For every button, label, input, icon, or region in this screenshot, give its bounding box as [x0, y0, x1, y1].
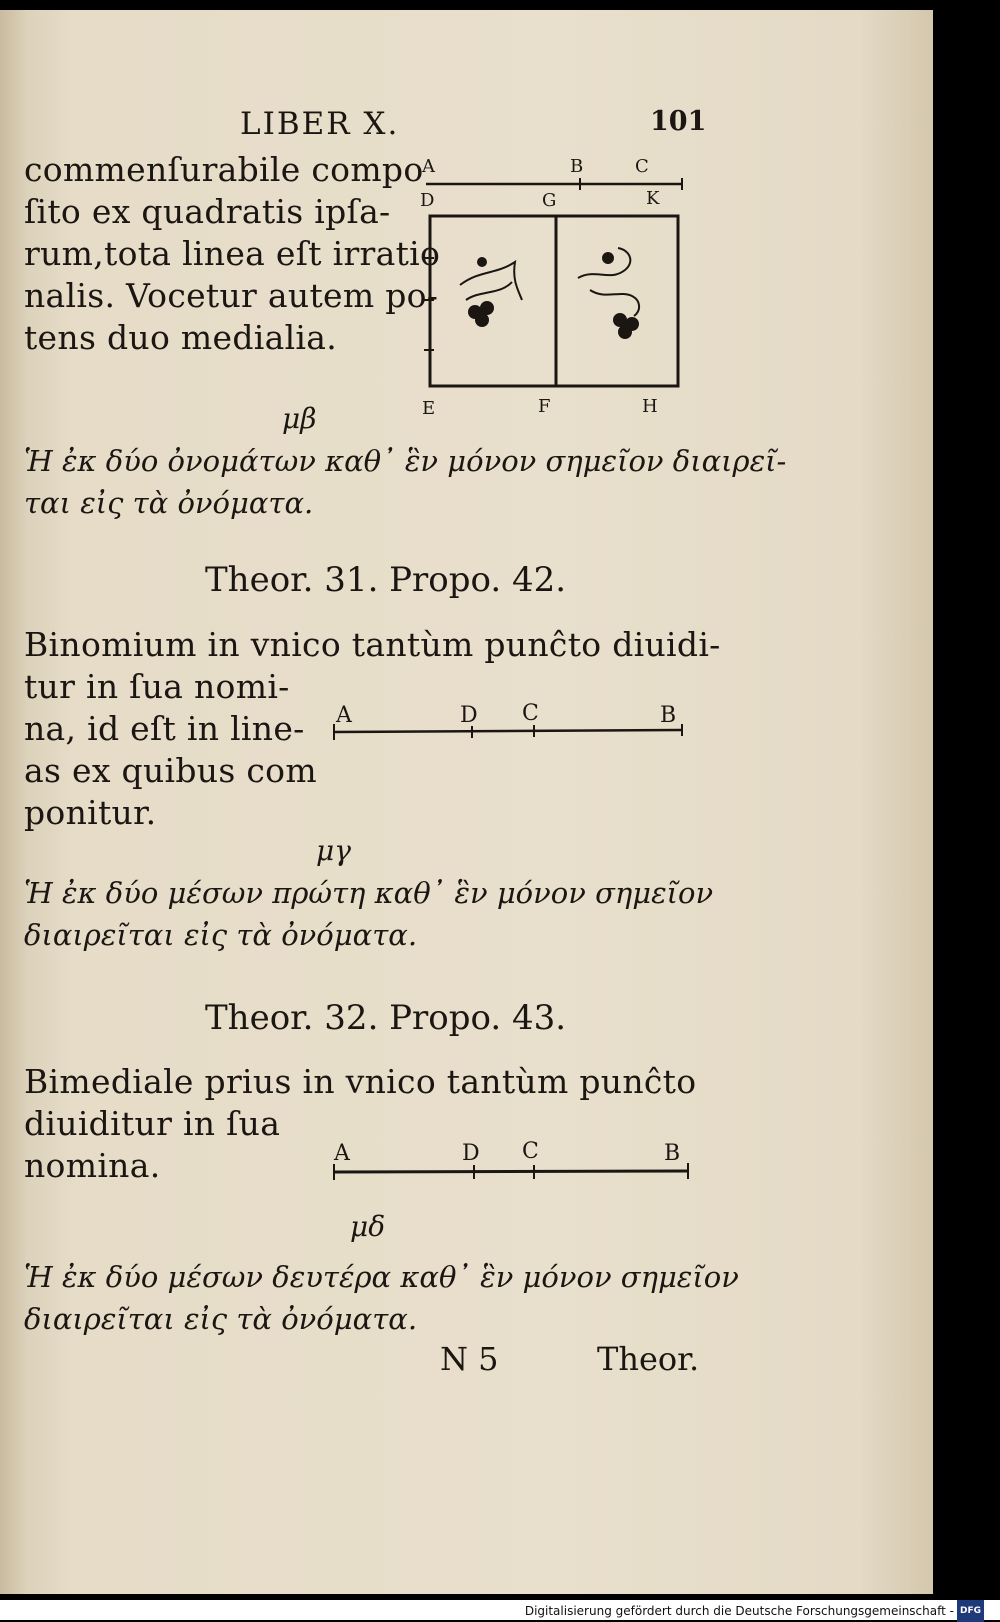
latin-line: commenſurabile compo	[24, 150, 424, 189]
latin-line: ſito ex quadratis ipſa-	[24, 192, 391, 231]
figure-label-e: E	[422, 398, 436, 419]
figure-label-k: K	[646, 188, 660, 209]
greek-line: διαιρεῖται εἰς τὰ ὀνόματα.	[24, 1302, 418, 1336]
line-label-c: C	[522, 701, 539, 726]
rectangle-figure	[420, 150, 690, 425]
line-label-c: C	[522, 1139, 539, 1164]
line-label-b: B	[664, 1141, 681, 1166]
footer-credit	[525, 1600, 992, 1622]
line-label-d: D	[462, 1141, 480, 1166]
book-page	[0, 10, 933, 1594]
latin-line: ponitur.	[24, 793, 157, 832]
running-head-title: LIBER X.	[240, 106, 400, 142]
line-figure-adcb	[330, 1138, 690, 1188]
figure-label-f: F	[538, 396, 551, 417]
rectangle-dk-eh	[430, 216, 678, 386]
signature-mark: N 5	[440, 1340, 499, 1378]
latin-line: na, id eſt in line-	[24, 709, 305, 748]
leaf-ornament-right	[578, 248, 639, 338]
greek-line: Ἡ ἐκ δύο μέσων δευτέρα καθ᾽ ἓν μόνον σημεῖον	[24, 1260, 739, 1294]
latin-line: tens duo medialia.	[24, 318, 338, 357]
line-ab	[334, 1171, 688, 1172]
figure-label-a: A	[422, 156, 435, 177]
line-label-a: A	[334, 1141, 350, 1166]
dfg-logo: DFG	[957, 1600, 984, 1622]
latin-line: Bimediale prius in vnico tantùm punĉto	[24, 1062, 697, 1101]
line-label-b: B	[660, 703, 677, 728]
latin-line: rum,tota linea eſt irratio	[24, 234, 441, 273]
figure-label-b: B	[570, 156, 584, 177]
latin-line: tur in ſua nomi-	[24, 667, 290, 706]
latin-line: diuiditur in ſua	[24, 1104, 281, 1143]
line-label-a: A	[336, 703, 352, 728]
greek-proposition-number: μβ	[282, 402, 317, 435]
line-ab	[334, 730, 682, 732]
page-number: 101	[650, 106, 707, 137]
catchword: Theor.	[597, 1340, 700, 1378]
footer-credit-text: Digitalisierung gefördert durch die Deutsche Forschungsgemeinschaft -	[524, 1603, 954, 1618]
greek-line: ται εἰς τὰ ὀνόματα.	[24, 486, 314, 520]
latin-line: as ex quibus com	[24, 751, 317, 790]
digitization-footer	[0, 1600, 1000, 1620]
latin-line: nomina.	[24, 1146, 161, 1185]
greek-proposition-number: μγ	[316, 834, 351, 867]
greek-line: Ἡ ἐκ δύο μέσων πρώτη καθ᾽ ἓν μόνον σημεῖον	[24, 876, 714, 910]
latin-line: Binomium in vnico tantùm punĉto diuidi-	[24, 625, 721, 664]
greek-proposition-number: μδ	[350, 1210, 386, 1243]
greek-line: Ἡ ἐκ δύο ὀνομάτων καθ᾽ ἓν μόνον σημεῖον διαιρεῖ-	[24, 444, 787, 478]
theorem-heading: Theor. 32. Propo. 43.	[205, 998, 567, 1038]
leaf-ornament-left	[460, 258, 522, 326]
figure-label-h: H	[642, 396, 658, 417]
greek-line: διαιρεῖται εἰς τὰ ὀνόματα.	[24, 918, 418, 952]
line-figure-adcb	[330, 700, 690, 750]
latin-line: nalis. Vocetur autem po-	[24, 276, 439, 315]
theorem-heading: Theor. 31. Propo. 42.	[205, 560, 567, 600]
figure-label-d: D	[420, 190, 435, 211]
figure-label-g: G	[542, 190, 557, 211]
figure-label-c: C	[635, 156, 649, 177]
line-label-d: D	[460, 703, 478, 728]
